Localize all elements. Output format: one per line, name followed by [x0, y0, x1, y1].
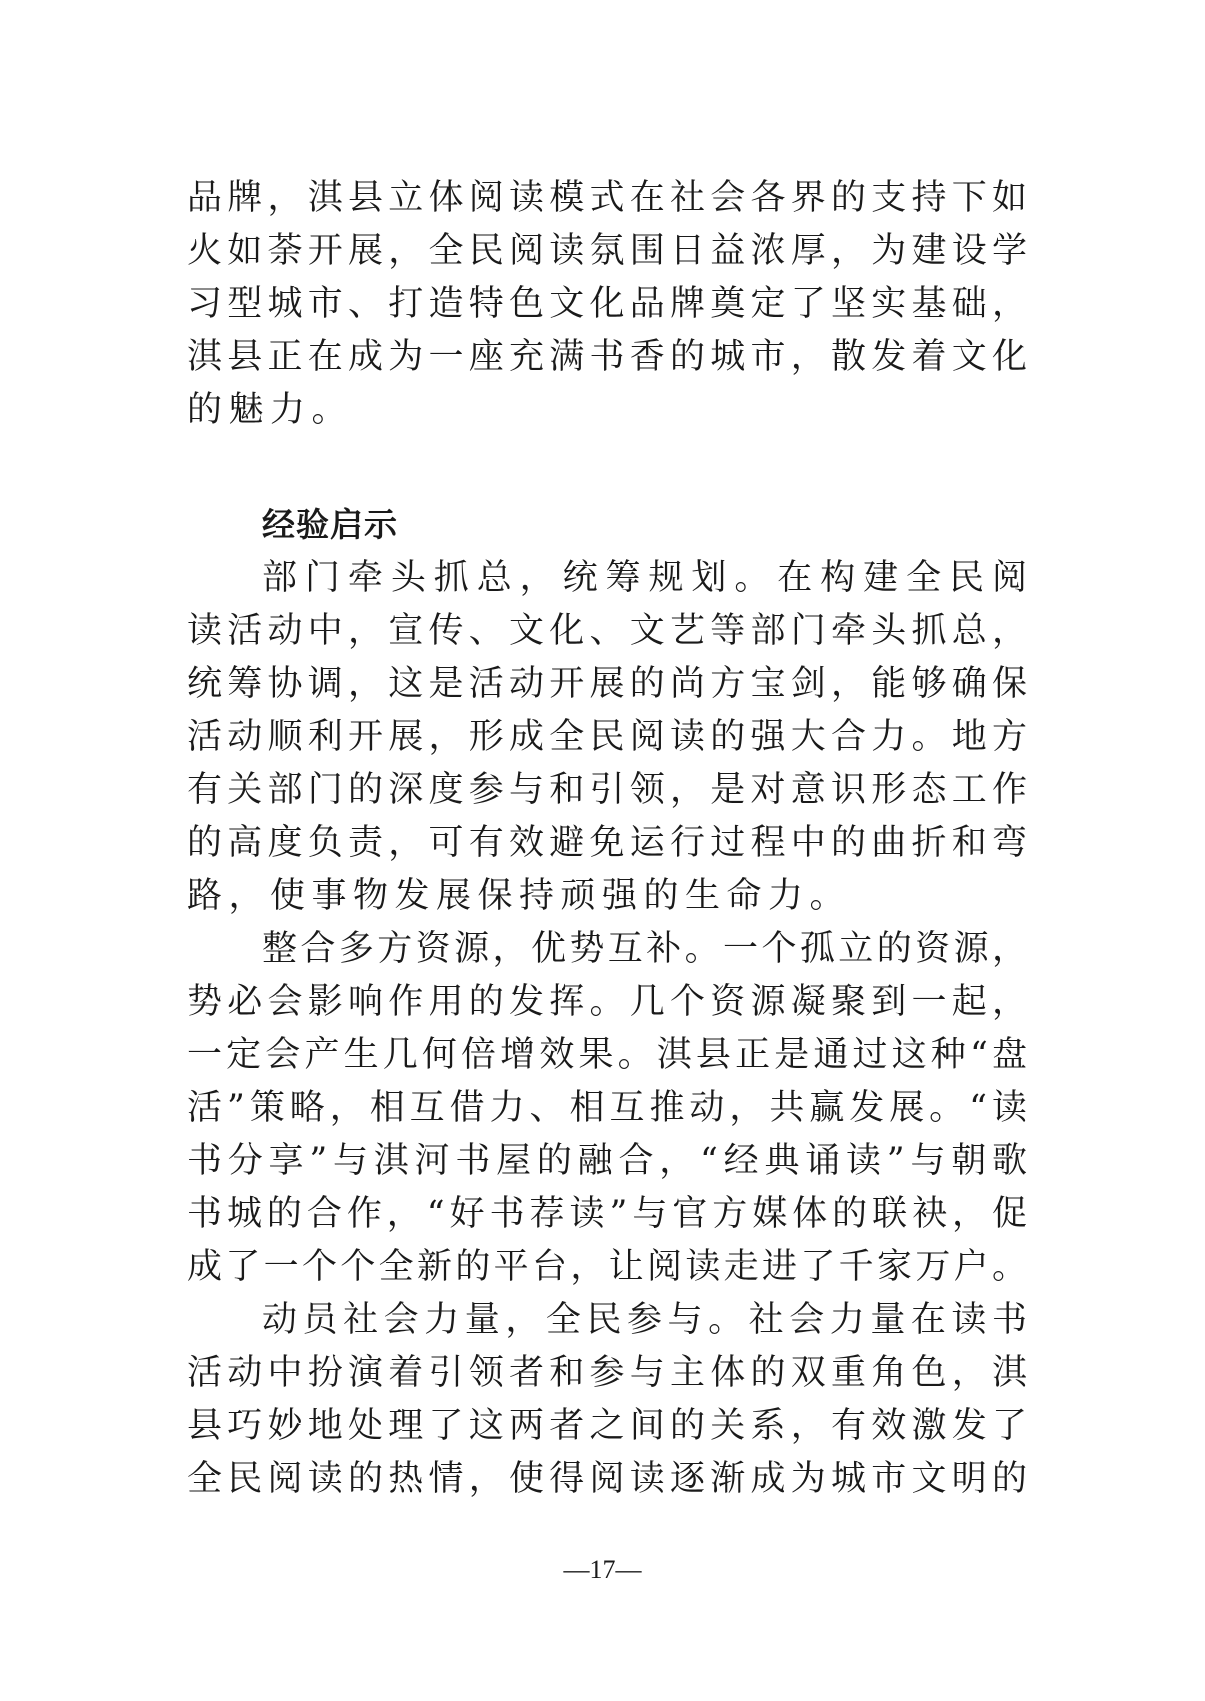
text-line: 统筹协调，这是活动开展的尚方宝剑，能够确保 — [187, 664, 1027, 704]
text-line: 品牌，淇县立体阅读模式在社会各界的支持下如 — [187, 178, 1027, 218]
text-line: 全民阅读的热情，使得阅读逐渐成为城市文明的 — [187, 1459, 1027, 1499]
paragraph-first-line: 部门牵头抓总，统筹规划。在构建全民阅 — [262, 558, 1027, 598]
text-line: 活”策略，相互借力、相互推动，共赢发展。“读 — [187, 1088, 1027, 1128]
text-line: 淇县正在成为一座充满书香的城市，散发着文化 — [187, 337, 1027, 377]
paragraph-first-line: 动员社会力量，全民参与。社会力量在读书 — [262, 1300, 1027, 1340]
paragraph-first-line: 整合多方资源，优势互补。一个孤立的资源， — [262, 929, 1027, 969]
text-line: 成了一个个全新的平台，让阅读走进了千家万户。 — [187, 1247, 1027, 1287]
section-heading: 经验启示 — [262, 505, 398, 544]
text-line: 书分享”与淇河书屋的融合，“经典诵读”与朝歌 — [187, 1141, 1027, 1181]
text-line: 读活动中，宣传、文化、文艺等部门牵头抓总， — [187, 611, 1027, 651]
page-number: —17— — [563, 1555, 642, 1584]
text-line: 路，使事物发展保持顽强的生命力。 — [187, 876, 852, 916]
text-line: 火如荼开展，全民阅读氛围日益浓厚，为建设学 — [187, 231, 1027, 271]
intro-paragraph — [187, 172, 1027, 437]
text-line: 势必会影响作用的发挥。几个资源凝聚到一起， — [187, 982, 1027, 1022]
text-line: 一定会产生几何倍增效果。淇县正是通过这种“盘 — [187, 1035, 1027, 1075]
text-line: 习型城市、打造特色文化品牌奠定了坚实基础， — [187, 284, 1027, 324]
text-line: 县巧妙地处理了这两者之间的关系，有效激发了 — [187, 1406, 1027, 1446]
text-line: 有关部门的深度参与和引领，是对意识形态工作 — [187, 770, 1027, 810]
text-line: 的魅力。 — [187, 390, 354, 430]
text-line: 的高度负责，可有效避免运行过程中的曲折和弯 — [187, 823, 1027, 863]
text-line: 活动顺利开展，形成全民阅读的强大合力。地方 — [187, 717, 1027, 757]
text-line: 书城的合作，“好书荐读”与官方媒体的联袂，促 — [187, 1194, 1027, 1234]
section-body — [187, 552, 1027, 1506]
text-line: 活动中扮演着引领者和参与主体的双重角色，淇 — [187, 1353, 1027, 1393]
